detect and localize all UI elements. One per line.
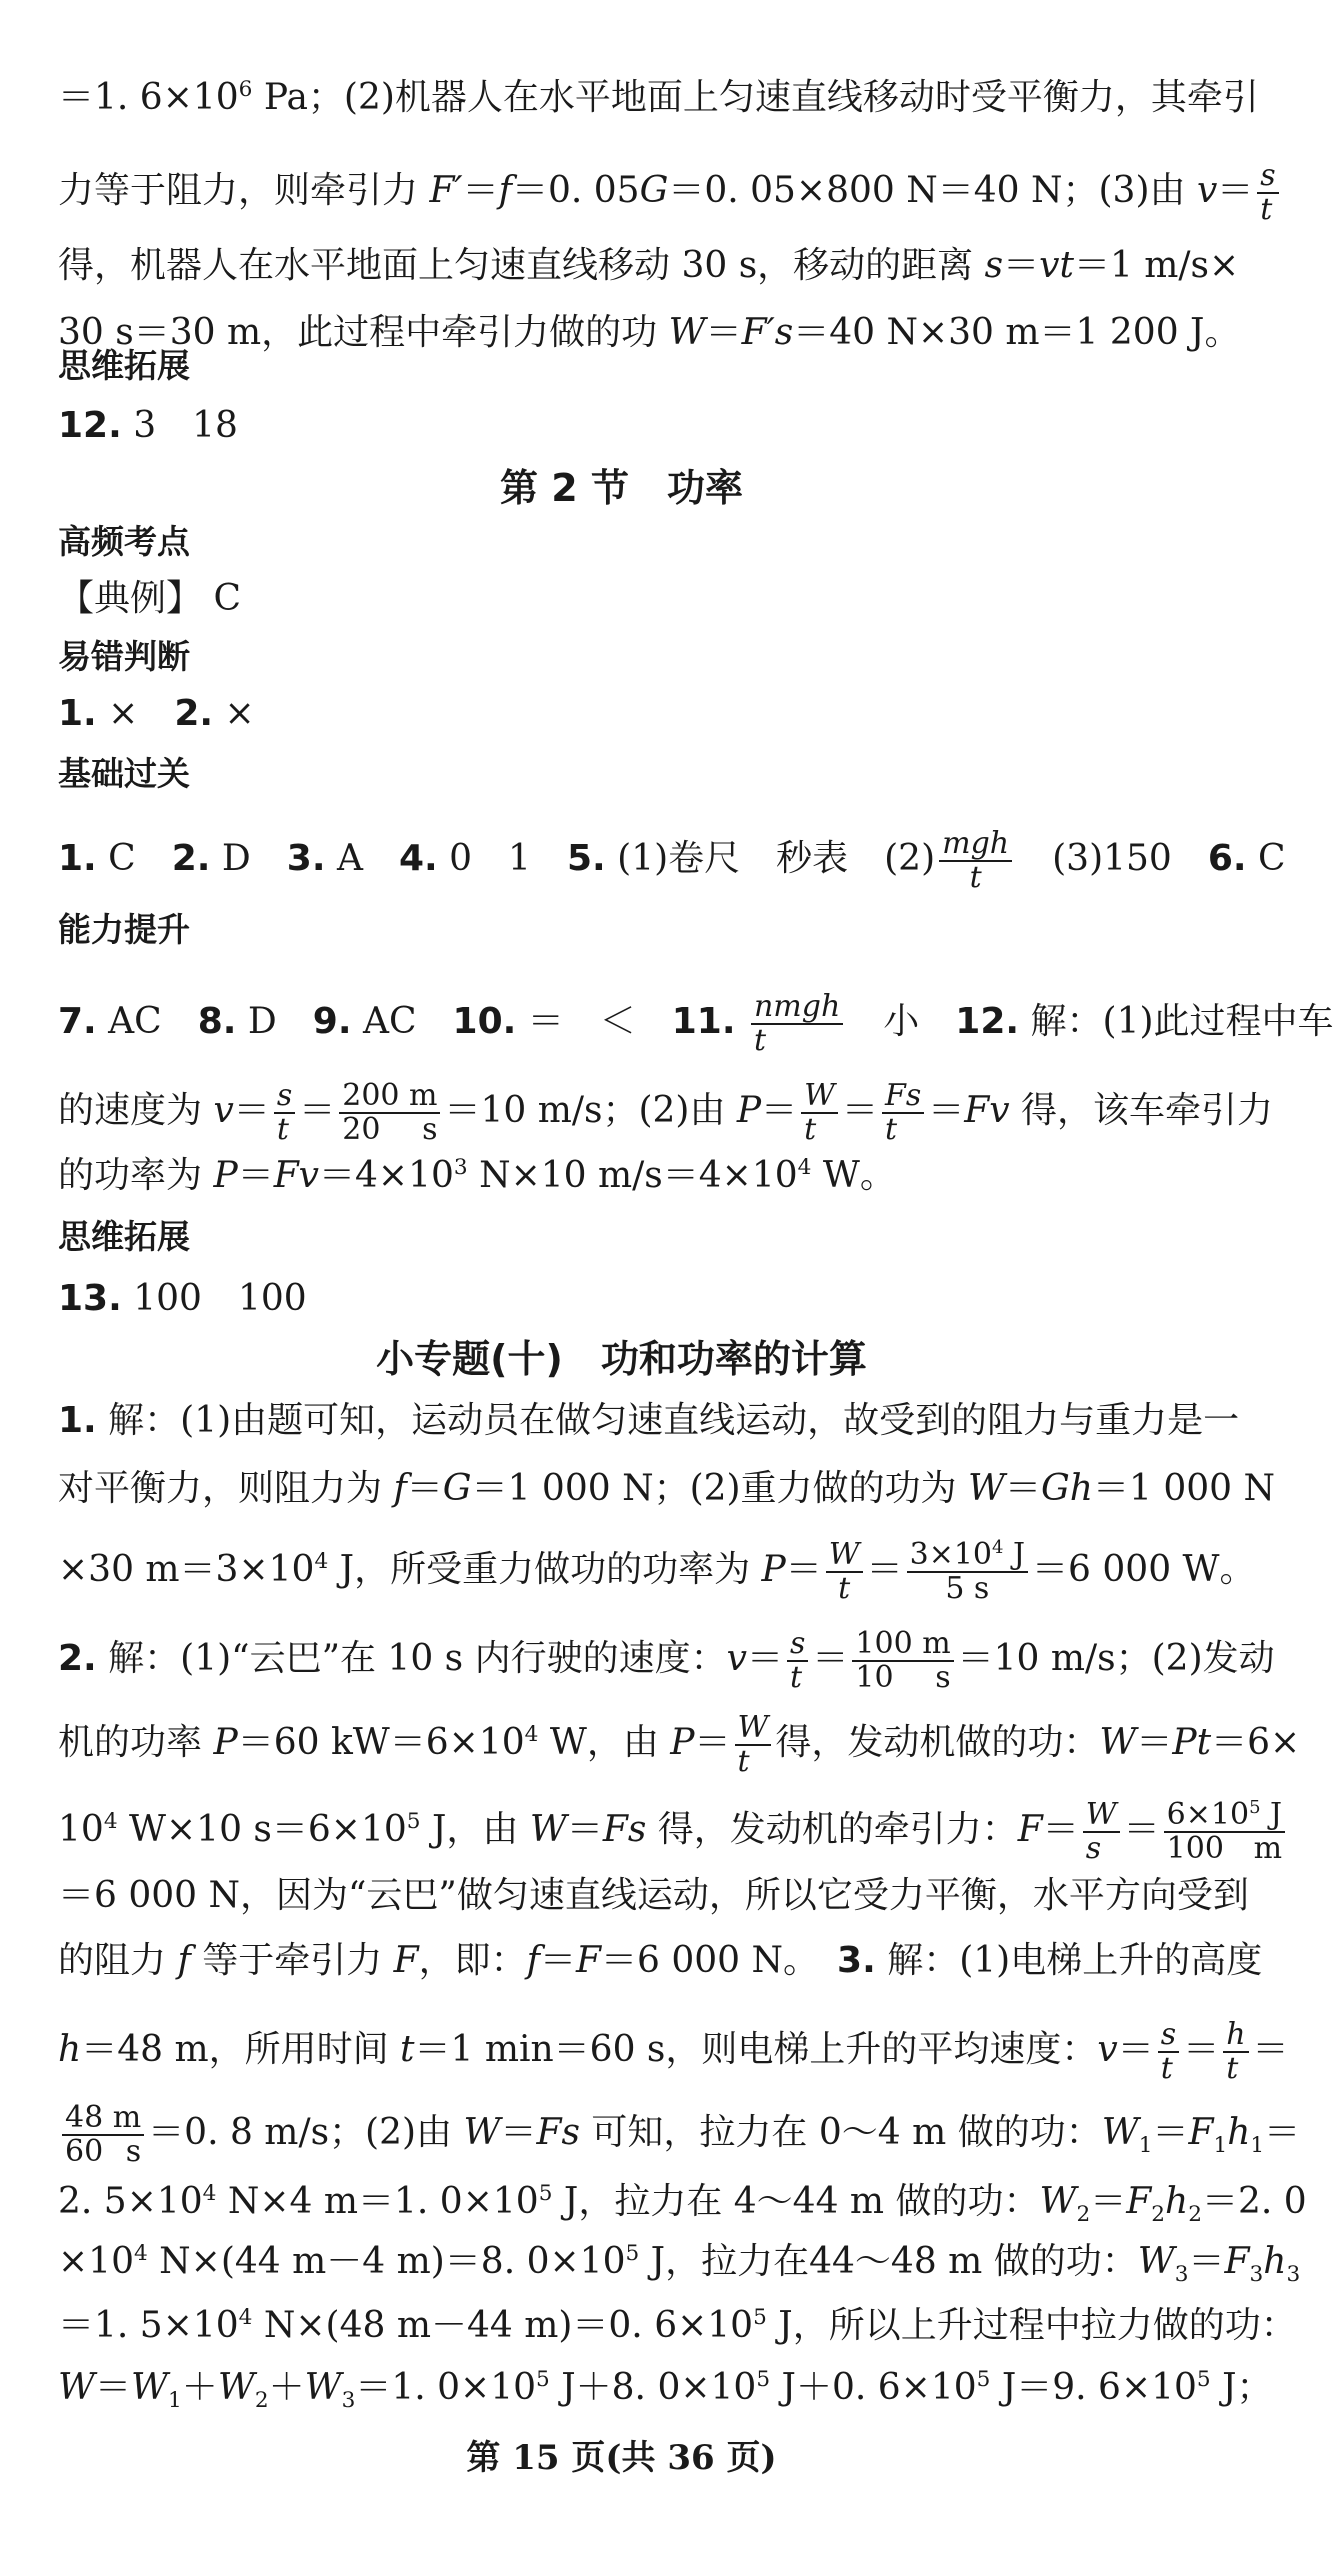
text-line: $\frac{48 m}{60 s}$ ＝0. 8 m/s；(2)由 W＝Fs 可知，拉力在 0～4 m 做的功：$W_1=F_1h_1=$ bbox=[58, 2102, 1185, 2168]
text-line: $W=W_1+W_2+W_3=1$. $0\times 10^5$ J＋8. $0\times 10^5$ J＋0. $6\times 10^5$ J＝9. $6\times 10^5$ J； bbox=[58, 2367, 1273, 2414]
text-line: 的速度为 v＝ $\frac{s}{t}$ ＝ $\frac{200 m}{20 s}$ ＝10 m/s；(2)由 P＝ $\frac{W}{t}$ ＝ $\frac{Fs}{t}$ ＝Fv 得，该车牵引力 bbox=[58, 1078, 1274, 1147]
answer-line: 1. C 2. D 3. A 4. 0 1 5. (1)卷尺 秒表 (2) $\frac{\text{mgh}}{t}$ (3)150 6. C bbox=[58, 826, 1286, 895]
answer-line: 13. 100 100 bbox=[58, 1278, 307, 1319]
section-heading: 易错判断 bbox=[58, 637, 190, 676]
section-heading: 思维拓展 bbox=[58, 1217, 190, 1256]
section-heading: 思维拓展 bbox=[58, 346, 190, 385]
text-line: 机的功率 P＝60 $kW=6\times 10^4$ W，由 P＝ $\frac{W}{t}$ 得，发动机做的功：W＝Pt＝6× bbox=[58, 1710, 1301, 1779]
answer-line: 12. 3 18 bbox=[58, 405, 238, 446]
section-heading: 高频考点 bbox=[58, 522, 190, 561]
text-line: 力等于阻力，则牵引力 F′＝f＝0. 05G＝0. 05×800 N＝40 N；(3)由 v＝ $\frac{s}{t}$ bbox=[58, 160, 1185, 226]
text-line: ＝6 000 N，因为“云巴”做匀速直线运动，所以它受力平衡，水平方向受到 bbox=[58, 1875, 1249, 1916]
text-line: ＝1. $6\times 10^6$ Pa；(2)机器人在水平地面上匀速直线移动时受平衡力，其牵引 bbox=[58, 77, 1259, 118]
text-line: ×30 $m=3\times 10^4$ J，所受重力做功的功率为 P＝ $\frac{W}{t}$ ＝ $\frac{3\times 10^4 J}{5 s}$ ＝6 000 W。 bbox=[58, 1537, 1256, 1606]
text-line: 1. 解：(1)由题可知，运动员在做匀速直线运动，故受到的阻力与重力是一 bbox=[58, 1400, 1240, 1441]
text-line: 30 s＝30 m，此过程中牵引力做的功 W＝F′s＝40 N×30 m＝1 200 J。 bbox=[58, 312, 1241, 353]
text-line: 对平衡力，则阻力为 f＝G＝1 000 N；(2)重力做的功为 W＝Gh＝1 000 N bbox=[58, 1468, 1276, 1509]
text-line: 得，机器人在水平地面上匀速直线移动 30 s，移动的距离 s＝vt＝1 m/s× bbox=[58, 245, 1240, 286]
text-line: 的功率为 $P=Fv=4\times 10^3$ N×10 $m/s=4\times 10^4$ W。 bbox=[58, 1155, 896, 1196]
section-heading: 能力提升 bbox=[58, 910, 190, 949]
text-line: $10^4$ W×10 $s=6\times 10^5$ J，由 W＝Fs 得，发动机的牵引力：F＝ $\frac{W}{s}$ ＝ $\frac{6\times 10^5 J}{100 m}$ bbox=[58, 1799, 1185, 1865]
text-line: 的阻力 f 等于牵引力 F，即：f＝F＝6 000 N。 3. 解：(1)电梯上升的高度 bbox=[58, 1940, 1263, 1981]
answer-line: 7. AC 8. D 9. AC 10. ＝ ＜ 11. $\frac{\text{nmgh}}{t}$ 小 12. 解：(1)此过程中车 bbox=[58, 989, 1334, 1058]
text-line: h＝48 m，所用时间 t＝1 min＝60 s，则电梯上升的平均速度：v＝ $\frac{s}{t}$ ＝ $\frac{h}{t}$ ＝ bbox=[58, 2017, 1289, 2086]
answer-line: 1. × 2. × bbox=[58, 693, 255, 734]
page-footer: 第 15 页(共 36 页) bbox=[466, 2438, 777, 2478]
section-heading: 基础过关 bbox=[58, 754, 190, 793]
answer-line: 【典例】 C bbox=[58, 578, 241, 619]
text-line: 2. 解：(1)“云巴”在 10 s 内行驶的速度：v＝ $\frac{s}{t}$ ＝ $\frac{100 m}{10 s}$ ＝10 m/s；(2)发动 bbox=[58, 1626, 1275, 1695]
section-title: 小专题(十) 功和功率的计算 bbox=[376, 1337, 867, 1381]
text-line: $\times 10^4$ N×(44 m－4 m)＝8. $0\times 10^5$ J，拉力在44～48 m 做的功：$W_3=F_3h_3$ bbox=[58, 2241, 1301, 2288]
section-title: 第 2 节 功率 bbox=[500, 466, 743, 510]
text-line: 2. $5\times 10^4$ N×4 m＝1. $0\times 10^5$ J，拉力在 4～44 m 做的功：$W_2=F_2h_2=2$. 0 bbox=[58, 2181, 1307, 2228]
text-line: ＝1. $5\times 10^4$ N×(48 m－44 m)＝0. $6\times 10^5$ J，所以上升过程中拉力做的功： bbox=[58, 2305, 1297, 2346]
